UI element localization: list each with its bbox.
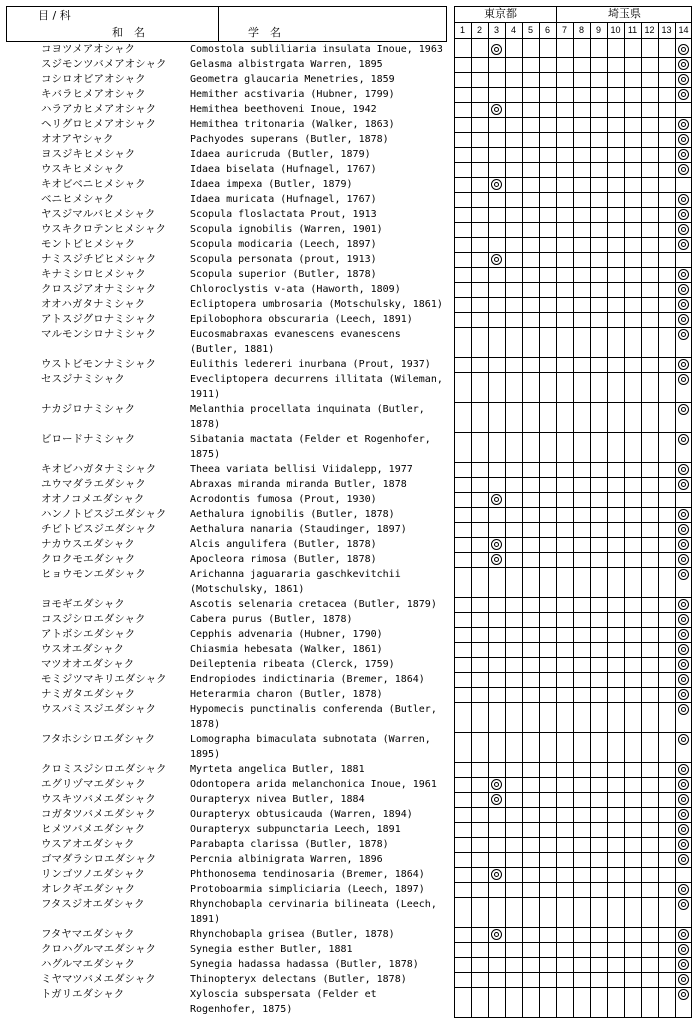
column-number: 1	[459, 25, 465, 35]
column-divider	[590, 22, 591, 1018]
japanese-name: オオノコメエダシャク	[41, 493, 145, 505]
row-divider	[454, 987, 692, 988]
row-divider	[454, 162, 692, 163]
occurrence-mark-icon	[678, 524, 689, 535]
row-divider	[454, 477, 692, 478]
japanese-name: ベニヒメシャク	[41, 193, 115, 205]
occurrence-mark-icon	[491, 554, 502, 565]
occurrence-mark-icon	[491, 869, 502, 880]
tokyo-header: 東京都	[484, 7, 517, 20]
japanese-name: オオアヤシャク	[41, 133, 114, 145]
occurrence-mark-icon	[491, 494, 502, 505]
japanese-name: ナミスジチビヒメシャク	[41, 253, 157, 265]
occurrence-mark-icon	[491, 179, 502, 190]
scientific-name: Idaea auricruda (Butler, 1879)	[190, 149, 371, 160]
scientific-name: Alcis angulifera (Butler, 1878)	[190, 539, 377, 550]
column-divider	[471, 22, 472, 1018]
japanese-name: キナミシロヒメシャク	[41, 268, 146, 280]
row-divider	[454, 312, 692, 313]
column-number: 12	[644, 25, 655, 35]
japanese-name: モントビヒメシャク	[41, 238, 136, 250]
occurrence-mark-icon	[678, 239, 689, 250]
row-divider	[454, 927, 692, 928]
row-divider	[454, 462, 692, 463]
occurrence-mark-icon	[678, 89, 689, 100]
japanese-name: ハラアカヒメアオシャク	[41, 103, 157, 115]
scientific-name: Lomographa bimaculata subnotata (Warren, 1895)	[190, 734, 431, 760]
occurrence-mark-icon	[678, 629, 689, 640]
japanese-name: フタホシシロエダシャク	[41, 733, 156, 745]
row-divider	[454, 72, 692, 73]
japanese-name: ナミガタエダシャク	[41, 688, 136, 700]
scientific-name: Chiasmia hebesata (Walker, 1861)	[190, 644, 383, 655]
row-divider	[454, 327, 692, 328]
row-divider	[454, 192, 692, 193]
column-number: 3	[493, 25, 499, 35]
row-divider	[454, 822, 692, 823]
row-divider	[454, 837, 692, 838]
column-divider	[556, 22, 557, 1018]
occurrence-mark-icon	[678, 284, 689, 295]
row-divider	[454, 807, 692, 808]
occurrence-mark-icon	[491, 929, 502, 940]
occurrence-mark-icon	[678, 704, 689, 715]
occurrence-mark-icon	[491, 104, 502, 115]
scientific-name: Arichanna jaguararia gaschkevitchii (Motschulsky, 1861)	[190, 569, 401, 595]
occurrence-mark-icon	[678, 194, 689, 205]
scientific-name: Parabapta clarissa (Butler, 1878)	[190, 839, 389, 850]
occurrence-mark-icon	[678, 269, 689, 280]
japanese-name: クロハグルマエダシャク	[41, 943, 156, 955]
japanese-name: クロクモエダシャク	[41, 553, 136, 565]
japanese-name: ウスキクロテンヒメシャク	[41, 223, 166, 235]
column-divider	[522, 22, 523, 1018]
scientific-name: Sibatania mactata (Felder et Rogenhofer, 1875)	[190, 434, 431, 460]
scientific-name: Pachyodes superans (Butler, 1878)	[190, 134, 389, 145]
scientific-name: Idaea muricata (Hufnagel, 1767)	[190, 194, 377, 205]
occurrence-mark-icon	[678, 734, 689, 745]
occurrence-mark-icon	[678, 809, 689, 820]
row-divider	[454, 297, 692, 298]
occurrence-mark-icon	[491, 44, 502, 55]
row-divider	[454, 357, 692, 358]
scientific-name: Myrteta angelica Butler, 1881	[190, 764, 365, 775]
occurrence-mark-icon	[678, 644, 689, 655]
scientific-name-header: 学 名	[248, 26, 281, 39]
row-divider	[454, 732, 692, 733]
japanese-name: フタヤマエダシャク	[41, 928, 135, 940]
occurrence-mark-icon	[678, 224, 689, 235]
scientific-name: Thinopteryx delectans (Butler, 1878)	[190, 974, 407, 985]
row-divider	[454, 102, 692, 103]
row-divider	[454, 222, 692, 223]
occurrence-mark-icon	[678, 944, 689, 955]
occurrence-mark-icon	[678, 824, 689, 835]
japanese-name: ヒメツバメエダシャク	[41, 823, 146, 835]
row-divider	[454, 687, 692, 688]
japanese-name: ヨモギエダシャク	[41, 598, 125, 610]
japanese-name: リンゴツノエダシャク	[41, 868, 145, 880]
japanese-name: ヤスジマルバヒメシャク	[41, 208, 156, 220]
column-divider	[539, 22, 540, 1018]
occurrence-mark-icon	[678, 479, 689, 490]
japanese-name: ヨスジキヒメシャク	[41, 148, 136, 160]
scientific-name: Scopula personata (prout, 1913)	[190, 254, 377, 265]
row-divider	[454, 612, 692, 613]
scientific-name: Hypomecis punctinalis conferenda (Butler, 1878)	[190, 704, 437, 730]
column-divider	[573, 22, 574, 1018]
scientific-name: Theea variata bellisi Viidalepp, 1977	[190, 464, 413, 475]
column-number: 2	[476, 25, 482, 35]
scientific-name: Deileptenia ribeata (Clerck, 1759)	[190, 659, 395, 670]
region-divider	[556, 6, 557, 22]
japanese-name: オレクギエダシャク	[41, 883, 136, 895]
occurrence-mark-icon	[491, 539, 502, 550]
scientific-name: Ourapteryx obtusicauda (Warren, 1894)	[190, 809, 413, 820]
japanese-name: コガタツバメエダシャク	[41, 808, 156, 820]
scientific-name: Percnia albinigrata Warren, 1896	[190, 854, 383, 865]
row-divider	[454, 882, 692, 883]
japanese-name: フタスジオエダシャク	[41, 898, 145, 910]
occurrence-mark-icon	[678, 119, 689, 130]
row-divider	[454, 267, 692, 268]
scientific-name: Abraxas miranda miranda Butler, 1878	[190, 479, 407, 490]
scientific-name: Aethalura nanaria (Staudinger, 1897)	[190, 524, 407, 535]
scientific-name: Scopula modicaria (Leech, 1897)	[190, 239, 377, 250]
scientific-name: Geometra glaucaria Menetries, 1859	[190, 74, 395, 85]
row-divider	[454, 552, 692, 553]
occurrence-mark-icon	[678, 854, 689, 865]
japanese-name: モミジツマキリエダシャク	[41, 673, 167, 685]
row-divider	[454, 777, 692, 778]
column-number: 14	[678, 25, 689, 35]
occurrence-mark-icon	[678, 59, 689, 70]
occurrence-mark-icon	[678, 674, 689, 685]
scientific-name: Scopula superior (Butler, 1878)	[190, 269, 377, 280]
scientific-name: Ascotis selenaria cretacea (Butler, 1879)	[190, 599, 437, 610]
occurrence-mark-icon	[678, 359, 689, 370]
japanese-name: ウスバミスジエダシャク	[41, 703, 156, 715]
scientific-name: Comostola subliliaria insulata Inoue, 1963	[190, 44, 443, 55]
saitama-header: 埼玉県	[608, 7, 641, 20]
occurrence-mark-icon	[678, 929, 689, 940]
japanese-name: ウスキツバメエダシャク	[41, 793, 156, 805]
row-divider	[454, 237, 692, 238]
row-divider	[454, 597, 692, 598]
japanese-name: セスジナミシャク	[41, 373, 125, 385]
column-divider	[658, 22, 659, 1018]
occurrence-mark-icon	[678, 209, 689, 220]
row-divider	[454, 117, 692, 118]
occurrence-mark-icon	[678, 884, 689, 895]
scientific-name: Apocleora rimosa (Butler, 1878)	[190, 554, 377, 565]
japanese-name: ヒョウモンエダシャク	[41, 568, 146, 580]
japanese-name: オオハガタナミシャク	[41, 298, 146, 310]
row-divider	[454, 207, 692, 208]
occurrence-mark-icon	[491, 794, 502, 805]
row-divider	[454, 537, 692, 538]
occurrence-mark-icon	[678, 74, 689, 85]
japanese-name: キオビハガタナミシャク	[41, 463, 157, 475]
japanese-name: ミヤマツバメエダシャク	[41, 973, 156, 985]
occurrence-mark-icon	[678, 149, 689, 160]
japanese-name: クロスジアオナミシャク	[41, 283, 157, 295]
scientific-name: Chloroclystis v-ata (Haworth, 1809)	[190, 284, 401, 295]
scientific-name: Melanthia procellata inquinata (Butler, 1878)	[190, 404, 425, 430]
occurrence-mark-icon	[678, 989, 689, 1000]
occurrence-mark-icon	[678, 134, 689, 145]
japanese-name: ナカウスエダシャク	[41, 538, 135, 550]
japanese-name: トガリエダシャク	[41, 988, 125, 1000]
row-divider	[454, 957, 692, 958]
scientific-name: Protoboarmia simpliciaria (Leech, 1897)	[190, 884, 425, 895]
scientific-name: Cabera purus (Butler, 1878)	[190, 614, 353, 625]
occurrence-mark-icon	[678, 659, 689, 670]
scientific-name: Ecliptopera umbrosaria (Motschulsky, 1861)	[190, 299, 443, 310]
japanese-name: アトボシエダシャク	[41, 628, 136, 640]
scientific-name: Scopula ignobilis (Warren, 1901)	[190, 224, 383, 235]
scientific-name: Idaea biselata (Hufnagel, 1767)	[190, 164, 377, 175]
scientific-name: Xyloscia subspersata (Felder et Rogenhofer, 1875)	[190, 989, 377, 1015]
row-divider	[454, 147, 692, 148]
japanese-name: ウスオエダシャク	[41, 643, 125, 655]
scientific-name: Hemithea tritonaria (Walker, 1863)	[190, 119, 395, 130]
column-number: 8	[578, 25, 584, 35]
row-divider	[454, 372, 692, 373]
occurrence-mark-icon	[678, 164, 689, 175]
column-divider	[488, 22, 489, 1018]
column-divider	[624, 22, 625, 1018]
row-divider	[454, 57, 692, 58]
row-divider	[454, 672, 692, 673]
occurrence-mark-icon	[678, 314, 689, 325]
japanese-name: ビロードナミシャク	[41, 433, 136, 445]
scientific-name: Epilobophora obscuraria (Leech, 1891)	[190, 314, 413, 325]
occurrence-mark-icon	[678, 509, 689, 520]
scientific-name: Evecliptopera decurrens illitata (Wileman, 1911)	[190, 374, 443, 400]
scientific-name: Hemithea beethoveni Inoue, 1942	[190, 104, 377, 115]
occurrence-mark-icon	[678, 599, 689, 610]
scientific-name: Idaea impexa (Butler, 1879)	[190, 179, 353, 190]
japanese-name: コヨツメアオシャク	[41, 43, 135, 55]
japanese-name: マツオオエダシャク	[41, 658, 135, 670]
row-divider	[454, 567, 692, 568]
occurrence-mark-icon	[678, 434, 689, 445]
scientific-name: Ourapteryx subpunctaria Leech, 1891	[190, 824, 401, 835]
column-number: 5	[527, 25, 533, 35]
row-divider	[454, 702, 692, 703]
row-divider	[454, 867, 692, 868]
column-number: 13	[661, 25, 672, 35]
japanese-name: スジモンツバメアオシャク	[41, 58, 167, 70]
column-number: 9	[595, 25, 601, 35]
row-divider	[454, 762, 692, 763]
occurrence-mark-icon	[678, 794, 689, 805]
scientific-name: Aethalura ignobilis (Butler, 1878)	[190, 509, 395, 520]
left-header-divider	[218, 6, 219, 42]
japanese-name: ウスキヒメシャク	[41, 163, 125, 175]
column-number: 10	[610, 25, 621, 35]
column-number: 11	[627, 25, 638, 35]
japanese-name: ウストビモンナミシャク	[41, 358, 156, 370]
japanese-name: キバラヒメアオシャク	[41, 88, 146, 100]
japanese-name: コシロオビアオシャク	[41, 73, 146, 85]
japanese-name: ハグルマエダシャク	[41, 958, 135, 970]
scientific-name: Endropiodes indictinaria (Bremer, 1864)	[190, 674, 425, 685]
occurrence-mark-icon	[678, 374, 689, 385]
japanese-name: コスジシロエダシャク	[41, 613, 146, 625]
scientific-name: Eulithis ledereri inurbana (Prout, 1937)	[190, 359, 431, 370]
occurrence-mark-icon	[678, 689, 689, 700]
row-divider	[454, 177, 692, 178]
occurrence-mark-icon	[678, 539, 689, 550]
column-number: 7	[561, 25, 567, 35]
row-divider	[454, 132, 692, 133]
scientific-name: Synegia esther Butler, 1881	[190, 944, 353, 955]
japanese-name: ナカジロナミシャク	[41, 403, 136, 415]
row-divider	[454, 282, 692, 283]
japanese-name: クロミスジシロエダシャク	[41, 763, 167, 775]
row-divider	[454, 642, 692, 643]
occurrence-mark-icon	[678, 404, 689, 415]
occurrence-mark-icon	[678, 779, 689, 790]
row-divider	[454, 852, 692, 853]
occurrence-mark-icon	[678, 974, 689, 985]
column-divider	[505, 22, 506, 1018]
occurrence-mark-icon	[678, 554, 689, 565]
scientific-name: Cepphis advenaria (Hubner, 1790)	[190, 629, 383, 640]
japanese-name: マルモンシロナミシャク	[41, 328, 157, 340]
row-divider	[454, 792, 692, 793]
scientific-name: Acrodontis fumosa (Prout, 1930)	[190, 494, 377, 505]
occurrence-mark-icon	[678, 44, 689, 55]
row-divider	[454, 402, 692, 403]
row-divider	[454, 942, 692, 943]
row-divider	[454, 897, 692, 898]
row-divider	[454, 492, 692, 493]
row-divider	[454, 252, 692, 253]
column-number: 6	[544, 25, 550, 35]
row-divider	[454, 507, 692, 508]
column-divider	[641, 22, 642, 1018]
occurrence-mark-icon	[678, 764, 689, 775]
occurrence-mark-icon	[678, 959, 689, 970]
row-divider	[454, 627, 692, 628]
row-divider	[454, 522, 692, 523]
scientific-name: Rhynchobapla grisea (Butler, 1878)	[190, 929, 395, 940]
japanese-name: ウスアオエダシャク	[41, 838, 135, 850]
scientific-name: Hemither acstivaria (Hubner, 1799)	[190, 89, 395, 100]
scientific-name: Scopula floslactata Prout, 1913	[190, 209, 377, 220]
japanese-name: チビトビスジエダシャク	[41, 523, 157, 535]
occurrence-mark-icon	[678, 614, 689, 625]
occurrence-mark-icon	[678, 839, 689, 850]
japanese-name: ユウマダラエダシャク	[41, 478, 146, 490]
column-divider	[607, 22, 608, 1018]
row-divider	[454, 657, 692, 658]
occurrence-mark-icon	[678, 329, 689, 340]
scientific-name: Heterarmia charon (Butler, 1878)	[190, 689, 383, 700]
scientific-name: Rhynchobapla cervinaria bilineata (Leech, 1891)	[190, 899, 437, 925]
japanese-name: エグリヅマエダシャク	[41, 778, 146, 790]
left-header-box	[6, 6, 447, 42]
order-family-header: 目 / 科	[38, 9, 71, 22]
occurrence-mark-icon	[678, 899, 689, 910]
japanese-name: ヘリグロヒメアオシャク	[41, 118, 156, 130]
occurrence-mark-icon	[678, 299, 689, 310]
scientific-name: Eucosmabraxas evanescens evanescens (Butler, 1881)	[190, 329, 401, 355]
scientific-name: Gelasma albistrgata Warren, 1895	[190, 59, 383, 70]
japanese-name: ゴマダラシロエダシャク	[41, 853, 157, 865]
occurrence-mark-icon	[491, 254, 502, 265]
japanese-name: キオビベニヒメシャク	[41, 178, 146, 190]
occurrence-mark-icon	[678, 464, 689, 475]
scientific-name: Odontopera arida melanchonica Inoue, 1961	[190, 779, 437, 790]
occurrence-mark-icon	[678, 569, 689, 580]
japanese-name: ハンノトビスジエダシャク	[41, 508, 167, 520]
row-divider	[454, 87, 692, 88]
row-divider	[454, 432, 692, 433]
japanese-name-header: 和 名	[112, 26, 145, 39]
column-number: 4	[510, 25, 516, 35]
scientific-name: Phthonosema tendinosaria (Bremer, 1864)	[190, 869, 425, 880]
japanese-name: アトスジグロナミシャク	[41, 313, 156, 325]
scientific-name: Synegia hadassa hadassa (Butler, 1878)	[190, 959, 419, 970]
column-divider	[675, 22, 676, 1018]
occurrence-mark-icon	[491, 779, 502, 790]
scientific-name: Ourapteryx nivea Butler, 1884	[190, 794, 365, 805]
row-divider	[454, 972, 692, 973]
